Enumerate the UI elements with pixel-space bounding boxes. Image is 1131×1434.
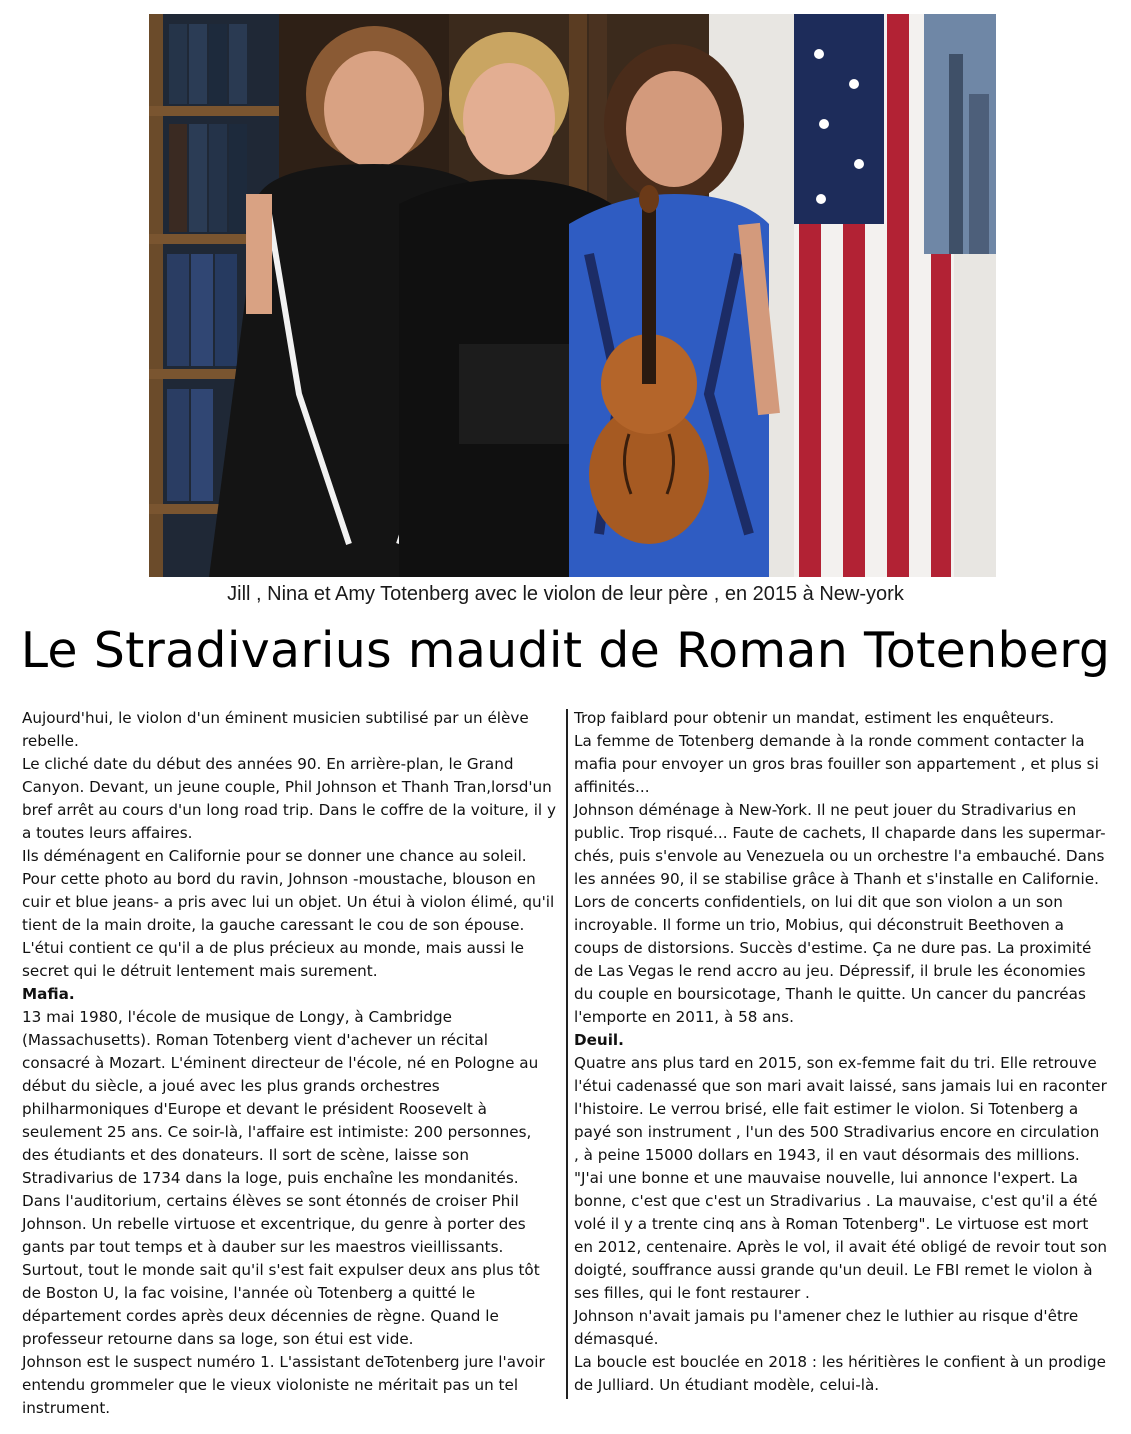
article-paragraph: 13 mai 1980, l'école de musique de Longy, à Cambridge (Massachusetts). Roman Totenberg vient d'achever un récital consacré à Mozart. L'éminent directeur de l'école, né en Pologne au début du siècle, a joué avec les plus grands orchestres philharmoniques d'Europe et devant le président Roosevelt à seulement 25 ans. Ce soir-là, l'affaire est intimiste: 200 personnes, des étudiants et des donateurs. Il sort de scène, laisse son Stradivarius de 1734 dans la loge, puis enchaîne les mondanités. Dans l'auditorium, certains élèves se sont étonnés de croiser Phil Johnson. Un rebelle virtuose et excentrique, du genre à porter des gants par tout temps et à dauber sur les maestros vieillissants. Surtout, tout le monde sait qu'il s'est fait expulser deux ans plus tôt de Boston U, la fac voisine, l'année où Totenberg a quitté le département cordes après deux décennies de règne. Quand le professeur retourne dans sa loge, son étui est vide.: [22, 1008, 540, 1348]
photo-caption: Jill , Nina et Amy Totenberg avec le violon de leur père , en 2015 à New-york: [227, 583, 904, 605]
section-heading: Deuil.: [574, 1031, 624, 1049]
article-paragraph: Aujourd'hui, le violon d'un éminent musicien subtilisé par un élève rebelle.: [22, 709, 529, 750]
article-column-right: [574, 707, 1108, 1397]
article-paragraph: Quatre ans plus tard en 2015, son ex-femme fait du tri. Elle retrouve l'étui cadenassé que son mari avait laissé, sans jamais lui en raconter l'histoire. Le verrou brisé, elle fait estimer le violon. Si Totenberg a payé son instrument , l'un des 500 Stradivarius encore en circulation , à peine 15000 dollars en 1943, il en vaut désormais des millions.: [574, 1054, 1107, 1164]
article-headline: Le Stradivarius maudit de Roman Totenberg: [20, 622, 1111, 679]
section-heading: Mafia.: [22, 985, 75, 1003]
article-column-left: [22, 707, 556, 1420]
article-paragraph: Johnson est le suspect numéro 1. L'assistant deTotenberg jure l'avoir entendu grommeler que le vieux violoniste ne méritait pas un tel instrument.: [22, 1353, 545, 1417]
article-paragraph: Trop faiblard pour obtenir un mandat, estiment les enquêteurs.: [574, 709, 1055, 727]
skyline-picture: [924, 14, 996, 254]
article-paragraph: Johnson n'avait jamais pu l'amener chez le luthier au risque d'être démasqué.: [574, 1307, 1079, 1348]
article-paragraph: Johnson déménage à New-York. Il ne peut jouer du Stradivarius en public. Trop risqué... Faute de cachets, Il chaparde dans les supermar-chés, puis s'envole au Venezuela ou un orchestre l'a embauché. Dans les années 90, il se stabilise grâce à Thanh et s'installe en Californie. Lors de concerts confidentiels, on lui dit que son violon a un son incroyable. Il forme un trio, Mobius, qui déconstruit Beethoven a coups de distorsions. Succès d'estime. Ça ne dure pas. La proximité de Las Vegas le rend accro au jeu. Dépressif, il brule les économies du couple en boursicotage, Thanh le quitte. Un cancer du pancréas l'emporte en 2011, à 58 ans.: [574, 801, 1106, 1026]
article-paragraph: La boucle est bouclée en 2018 : les héritières le confient à un prodige de Julliard. Un étudiant modèle, celui-là.: [574, 1353, 1106, 1394]
article-paragraph: "J'ai une bonne et une mauvaise nouvelle, lui annonce l'expert. La bonne, c'est que c'est un Stradivarius . La mauvaise, c'est qu'il a été volé il y a trente cinq ans à Roman Totenberg". Le virtuose est mort en 2012, centenaire. Après le vol, il avait été obligé de revoir tout son doigté, souffrance aussi grande qu'un deuil. Le FBI remet le violon à ses filles, qui le font restaurer .: [574, 1169, 1108, 1302]
column-divider: [566, 709, 568, 1399]
article-paragraph: Ils déménagent en Californie pour se donner une chance au soleil. Pour cette photo au bord du ravin, Johnson -moustache, blouson en cuir et blue jeans- a pris avec lui un objet. Un étui à violon élimé, qu'il tient de la main droite, la gauche caressant le cou de son épouse. L'étui contient ce qu'il a de plus précieux au monde, mais aussi le secret qui le détruit lentement mais surement.: [22, 847, 555, 980]
article-paragraph: Le cliché date du début des années 90. En arrière-plan, le Grand Canyon. Devant, un jeune couple, Phil Johnson et Thanh Tran,lorsd'un bref arrêt au cours d'un long road trip. Dans le coffre de la voiture, il y a toutes leurs affaires.: [22, 755, 556, 842]
article-photo: [149, 14, 996, 577]
article-paragraph: La femme de Totenberg demande à la ronde comment contacter la mafia pour envoyer un gros bras fouiller son appartement , et plus si affinités...: [574, 732, 1099, 796]
